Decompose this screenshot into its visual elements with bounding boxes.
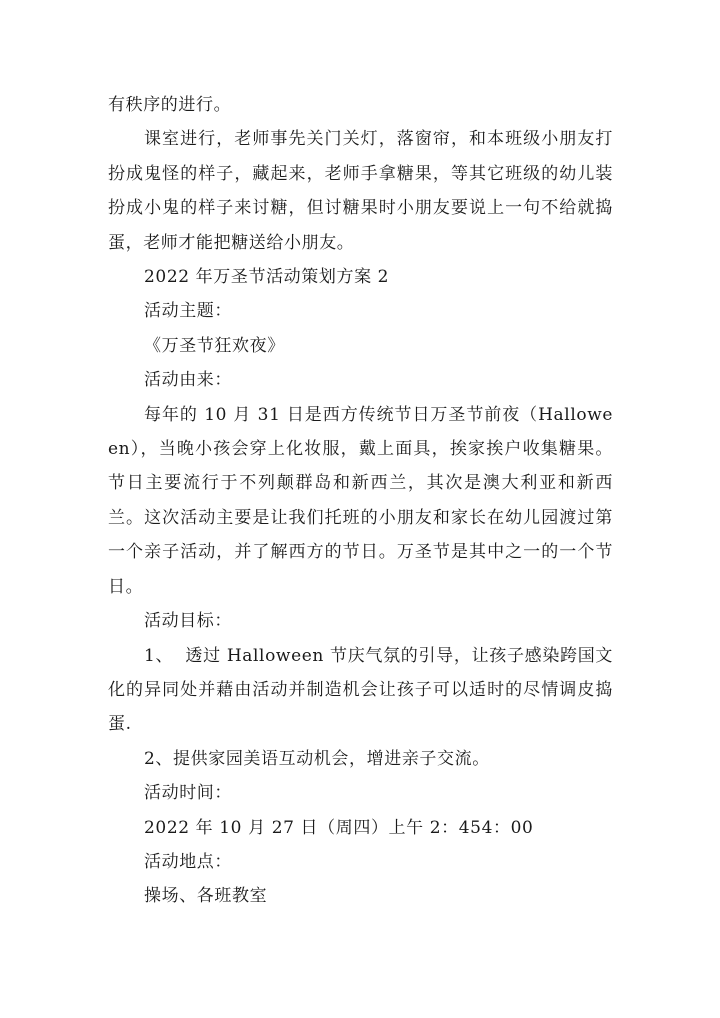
document-body	[108, 88, 613, 914]
paragraph-classroom-activity: 课室进行，老师事先关门关灯，落窗帘，和本班级小朋友打扮成鬼怪的样子，藏起来，老师手拿糖果，等其它班级的幼儿装扮成小鬼的样子来讨糖，但讨糖果时小朋友要说上一句不给就捣蛋，老师才能把糖送给小朋友。	[108, 129, 613, 253]
activity-theme-value: 《万圣节狂欢夜》	[144, 335, 285, 356]
section-heading-plan-2: 2022 年万圣节活动策划方案 2	[144, 267, 390, 288]
paragraph-continuation: 有秩序的进行。	[108, 95, 232, 115]
activity-time-value: 2022 年 10 月 27 日（周四）上午 2：454：00	[144, 817, 534, 838]
paragraph-activity-origin: 每年的 10 月 31 日是西方传统节日万圣节前夜（Halloween），当晚小孩会穿上化妆服，戴上面具，挨家挨户收集糖果。节日主要流行于不列颠群岛和新西兰，其次是澳大利亚和新西兰。这次活动主要是让我们托班的小朋友和家长在幼儿园渡过第一个亲子活动，并了解西方的节日。万圣节是其中之一的一个节日。	[108, 404, 613, 597]
label-activity-time: 活动时间：	[144, 783, 232, 804]
label-activity-location: 活动地点：	[144, 851, 232, 872]
label-activity-theme: 活动主题：	[144, 301, 232, 322]
goal-item-1: 1、 透过 Halloween 节庆气氛的引导，让孩子感染跨国文化的异同处并藉由活动并制造机会让孩子可以适时的尽情调皮捣蛋.	[108, 645, 613, 735]
activity-location-value: 操场、各班教室	[144, 886, 268, 907]
goal-item-2: 2、提供家园美语互动机会，增进亲子交流。	[144, 748, 490, 769]
label-activity-origin: 活动由来：	[144, 370, 232, 391]
label-activity-goals: 活动目标：	[144, 611, 232, 632]
